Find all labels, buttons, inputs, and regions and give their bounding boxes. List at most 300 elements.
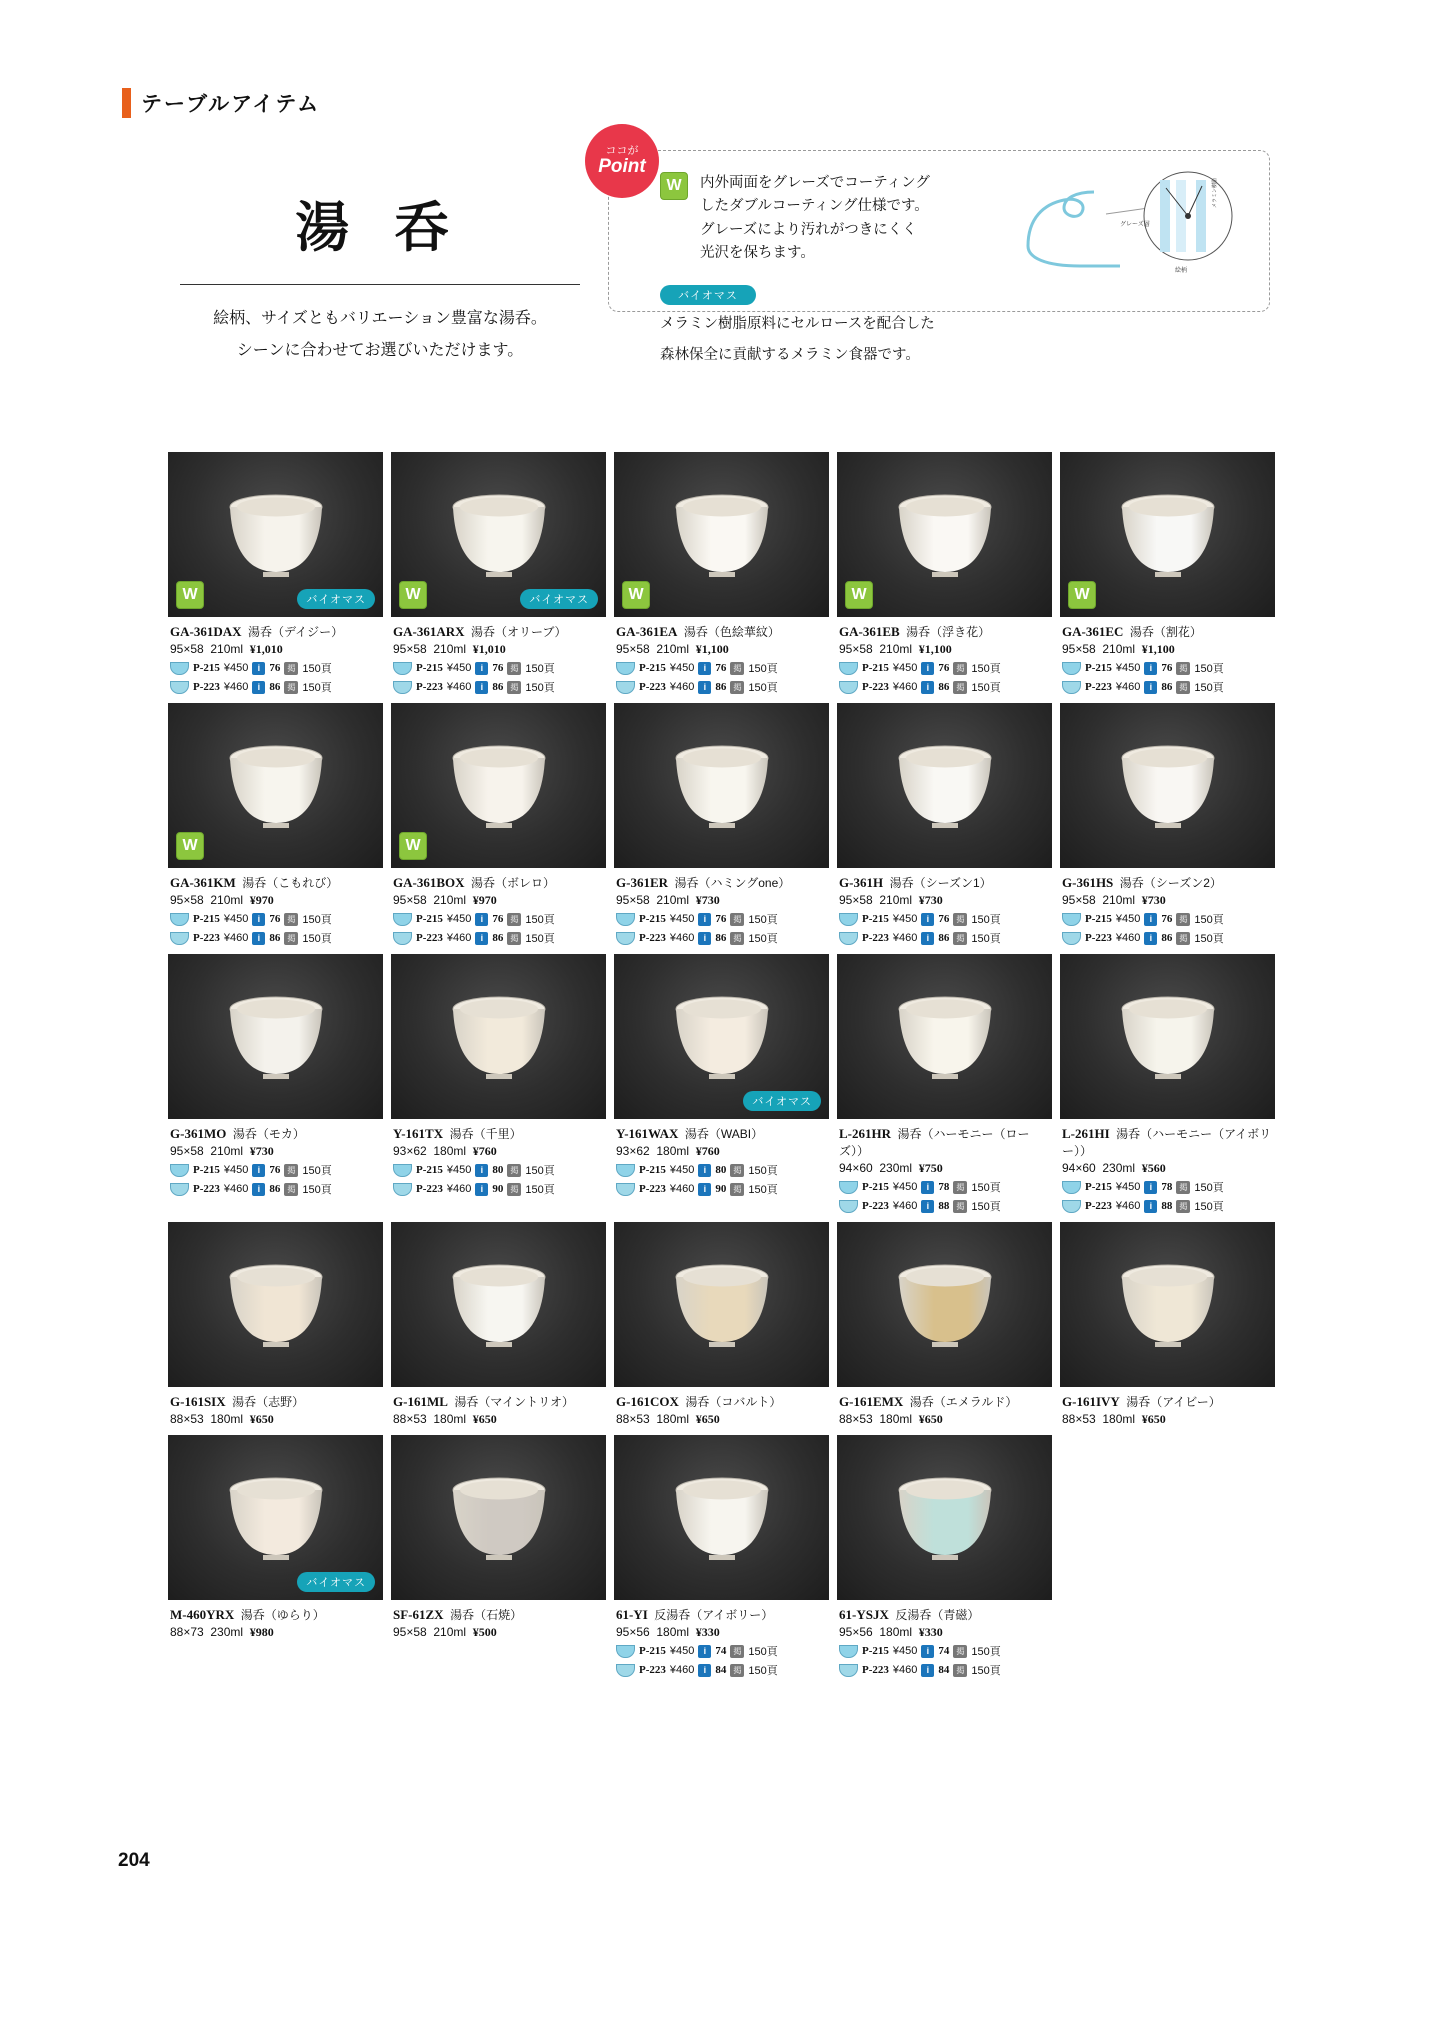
ref-number: 76 <box>269 913 281 925</box>
catalog-icon: 掲 <box>730 662 744 675</box>
lid-icon <box>616 1664 635 1677</box>
catalog-icon: 掲 <box>507 662 521 675</box>
ref-page: P-215 <box>416 913 443 925</box>
category-header <box>122 88 320 118</box>
w-badge-icon: W <box>1068 581 1096 609</box>
ref-number: 76 <box>938 913 950 925</box>
ref-catalog-page: 150頁 <box>1194 1182 1224 1194</box>
w-badge-icon: W <box>399 581 427 609</box>
catalog-icon: 掲 <box>1176 1181 1190 1194</box>
product-code: GA-361BOX 湯呑（ボレロ） <box>393 875 556 890</box>
point-badge-small: ココが <box>605 144 639 157</box>
info-icon: i <box>698 1664 711 1677</box>
info-icon: i <box>252 1164 265 1177</box>
product-name: 湯呑（割花） <box>1129 625 1202 639</box>
product-price: ¥730 <box>918 893 943 907</box>
ref-number: 86 <box>269 681 281 693</box>
info-icon: i <box>475 681 488 694</box>
product-code: G-161IVY 湯呑（アイビー） <box>1062 1394 1221 1409</box>
product-card[interactable] <box>614 954 829 1214</box>
lid-icon <box>170 1183 189 1196</box>
lid-icon <box>839 932 858 945</box>
lid-icon <box>1062 1200 1081 1213</box>
product-card[interactable] <box>837 452 1052 695</box>
ref-price: ¥460 <box>1115 1200 1141 1212</box>
catalog-icon: 掲 <box>1176 681 1190 694</box>
ref-price: ¥460 <box>223 681 249 693</box>
ref-price: ¥460 <box>1115 932 1141 944</box>
product-card[interactable] <box>391 1435 606 1678</box>
ref-number: 76 <box>492 913 504 925</box>
biomass-badge-icon: バイオマス <box>297 1572 375 1592</box>
title-divider <box>180 284 580 285</box>
product-name: 湯呑（オリーブ） <box>471 625 567 639</box>
product-ref-row <box>1062 679 1273 695</box>
product-code: G-161EMX 湯呑（エメラルド） <box>839 1394 1018 1409</box>
info-icon: i <box>698 662 711 675</box>
product-card[interactable] <box>391 703 606 946</box>
catalog-icon: 掲 <box>284 913 298 926</box>
product-info <box>837 617 1052 695</box>
lid-icon <box>170 662 189 675</box>
lid-icon <box>839 913 858 926</box>
lid-icon <box>616 932 635 945</box>
lid-icon <box>839 1181 858 1194</box>
product-name: 湯呑（エメラルド） <box>909 1395 1018 1409</box>
product-info <box>614 868 829 946</box>
catalog-icon: 掲 <box>730 1664 744 1677</box>
ref-price: ¥460 <box>669 932 695 944</box>
ref-price: ¥460 <box>223 932 249 944</box>
catalog-icon: 掲 <box>1176 913 1190 926</box>
product-code: G-161SIX 湯呑（志野） <box>170 1394 305 1409</box>
catalog-icon: 掲 <box>507 1164 521 1177</box>
product-spec: 95×58 210ml ¥1,010 <box>393 642 506 656</box>
ref-price: ¥450 <box>1115 662 1141 674</box>
product-card[interactable] <box>1060 703 1275 946</box>
ref-page: P-215 <box>193 913 220 925</box>
info-icon: i <box>921 932 934 945</box>
lid-icon <box>839 1645 858 1658</box>
ref-price: ¥460 <box>892 1200 918 1212</box>
lid-icon <box>1062 1181 1081 1194</box>
ref-price: ¥460 <box>446 1183 472 1195</box>
product-photo[interactable] <box>614 1435 829 1600</box>
product-info <box>391 1600 606 1640</box>
product-spec: 95×58 210ml ¥730 <box>1062 893 1166 907</box>
product-card[interactable] <box>837 1222 1052 1427</box>
ref-price: ¥450 <box>669 1164 695 1176</box>
product-ref-row <box>393 660 604 676</box>
catalog-icon: 掲 <box>507 681 521 694</box>
product-ref-row <box>616 911 827 927</box>
product-info <box>168 1387 383 1427</box>
product-photo[interactable] <box>168 1222 383 1387</box>
ref-page: P-223 <box>862 1664 889 1676</box>
product-code: 61-YSJX 反湯呑（青磁） <box>839 1607 980 1622</box>
ref-number: 86 <box>938 932 950 944</box>
ref-catalog-page: 150頁 <box>302 1184 332 1196</box>
product-card[interactable] <box>391 452 606 695</box>
product-ref-row <box>839 679 1050 695</box>
product-photo[interactable] <box>1060 703 1275 868</box>
ref-price: ¥450 <box>669 662 695 674</box>
point-badge <box>585 124 659 198</box>
product-card[interactable] <box>168 452 383 695</box>
coating-diagram <box>1020 168 1250 278</box>
ref-price: ¥460 <box>892 1664 918 1676</box>
product-ref-row <box>393 679 604 695</box>
ref-page: P-223 <box>416 681 443 693</box>
product-photo[interactable] <box>391 1435 606 1600</box>
point-biomass-section <box>660 285 935 368</box>
ref-catalog-page: 150頁 <box>1194 933 1224 945</box>
product-card[interactable] <box>391 1222 606 1427</box>
catalog-icon: 掲 <box>730 913 744 926</box>
ref-page: P-215 <box>862 913 889 925</box>
product-info <box>614 1387 829 1427</box>
product-code: GA-361EC 湯呑（割花） <box>1062 624 1202 639</box>
category-label: テーブルアイテム <box>141 93 321 116</box>
product-photo[interactable] <box>391 452 606 617</box>
product-ref-row <box>616 1162 827 1178</box>
info-icon: i <box>921 1645 934 1658</box>
ref-number: 78 <box>1161 1181 1173 1193</box>
ref-price: ¥450 <box>892 913 918 925</box>
product-ref-row <box>1062 1198 1273 1214</box>
product-photo[interactable] <box>837 452 1052 617</box>
info-icon: i <box>921 1200 934 1213</box>
ref-catalog-page: 150頁 <box>1194 682 1224 694</box>
ref-catalog-page: 150頁 <box>302 1165 332 1177</box>
info-icon: i <box>1144 913 1157 926</box>
ref-catalog-page: 150頁 <box>971 682 1001 694</box>
ref-price: ¥450 <box>669 913 695 925</box>
product-card[interactable] <box>1060 954 1275 1214</box>
product-photo[interactable] <box>1060 452 1275 617</box>
product-info <box>168 868 383 946</box>
ref-page: P-223 <box>862 1200 889 1212</box>
ref-catalog-page: 150頁 <box>1194 663 1224 675</box>
lid-icon <box>393 1164 412 1177</box>
lid-icon <box>393 662 412 675</box>
product-code: Y-161WAX 湯呑（WABI） <box>616 1126 764 1141</box>
ref-number: 76 <box>269 662 281 674</box>
info-icon: i <box>475 1183 488 1196</box>
info-icon: i <box>1144 1181 1157 1194</box>
ref-page: P-215 <box>862 1181 889 1193</box>
product-price: ¥980 <box>249 1625 274 1639</box>
product-photo[interactable] <box>837 703 1052 868</box>
lid-icon <box>393 932 412 945</box>
ref-catalog-page: 150頁 <box>971 1646 1001 1658</box>
ref-catalog-page: 150頁 <box>1194 1201 1224 1213</box>
product-spec: 95×56 180ml ¥330 <box>839 1625 943 1639</box>
lid-icon <box>616 681 635 694</box>
product-spec: 95×58 210ml ¥730 <box>839 893 943 907</box>
product-info <box>391 1119 606 1197</box>
product-code: G-361H 湯呑（シーズン1） <box>839 875 992 890</box>
catalog-icon: 掲 <box>507 932 521 945</box>
ref-page: P-215 <box>416 1164 443 1176</box>
product-photo[interactable] <box>837 1435 1052 1600</box>
product-name: 湯呑（シーズン1） <box>889 876 992 890</box>
product-ref-row <box>1062 911 1273 927</box>
product-ref-row <box>616 930 827 946</box>
product-info <box>391 868 606 946</box>
product-card[interactable] <box>168 954 383 1214</box>
product-photo[interactable] <box>837 1222 1052 1387</box>
product-name: 湯呑（志野） <box>232 1395 305 1409</box>
product-photo[interactable] <box>1060 954 1275 1119</box>
product-ref-row <box>170 660 381 676</box>
product-ref-row <box>839 1662 1050 1678</box>
ref-price: ¥450 <box>1115 1181 1141 1193</box>
product-info <box>614 1119 829 1197</box>
ref-number: 84 <box>715 1664 727 1676</box>
ref-catalog-page: 150頁 <box>525 682 555 694</box>
info-icon: i <box>1144 662 1157 675</box>
accent-bar <box>122 88 131 118</box>
lid-icon <box>1062 681 1081 694</box>
product-photo[interactable] <box>614 452 829 617</box>
lid-icon <box>1062 932 1081 945</box>
product-ref-row <box>170 1162 381 1178</box>
info-icon: i <box>1144 1200 1157 1213</box>
ref-number: 84 <box>938 1664 950 1676</box>
product-photo[interactable] <box>391 1222 606 1387</box>
ref-catalog-page: 150頁 <box>971 914 1001 926</box>
product-spec: 95×58 210ml ¥1,100 <box>616 642 729 656</box>
info-icon: i <box>698 1183 711 1196</box>
product-price: ¥650 <box>695 1412 720 1426</box>
product-ref-row <box>839 1198 1050 1214</box>
ref-price: ¥450 <box>446 913 472 925</box>
product-card[interactable] <box>614 452 829 695</box>
point-badge-big: Point <box>598 155 646 177</box>
product-spec: 93×62 180ml ¥760 <box>393 1144 497 1158</box>
ref-number: 88 <box>1161 1200 1173 1212</box>
ref-page: P-215 <box>862 1645 889 1657</box>
w-badge-icon: W <box>176 832 204 860</box>
page-subtitle-line1: 絵柄、サイズともバリエーション豊富な湯呑。 <box>213 310 547 327</box>
product-photo[interactable] <box>168 452 383 617</box>
info-icon: i <box>921 681 934 694</box>
biomass-badge-icon: バイオマス <box>297 589 375 609</box>
info-icon: i <box>475 662 488 675</box>
info-icon: i <box>252 681 265 694</box>
info-icon: i <box>252 662 265 675</box>
product-photo[interactable] <box>837 954 1052 1119</box>
ref-number: 90 <box>715 1183 727 1195</box>
product-card[interactable] <box>1060 452 1275 695</box>
lid-icon <box>616 1183 635 1196</box>
lid-icon <box>393 913 412 926</box>
ref-page: P-223 <box>639 1183 666 1195</box>
product-spec: 95×58 210ml ¥1,010 <box>170 642 283 656</box>
w-badge-icon: W <box>660 172 688 200</box>
product-code: GA-361ARX 湯呑（オリーブ） <box>393 624 567 639</box>
product-photo[interactable] <box>614 954 829 1119</box>
product-ref-row <box>616 1643 827 1659</box>
catalog-icon: 掲 <box>284 681 298 694</box>
product-name: 反湯呑（アイボリー） <box>654 1608 774 1622</box>
product-card[interactable] <box>1060 1222 1275 1427</box>
info-icon: i <box>698 1164 711 1177</box>
product-price: ¥1,100 <box>695 642 729 656</box>
product-code: M-460YRX 湯呑（ゆらり） <box>170 1607 325 1622</box>
product-info <box>837 1600 1052 1678</box>
product-card[interactable] <box>837 703 1052 946</box>
product-price: ¥730 <box>1141 893 1166 907</box>
product-price: ¥650 <box>918 1412 943 1426</box>
product-info <box>614 1600 829 1678</box>
product-ref-row <box>839 1179 1050 1195</box>
ref-page: P-223 <box>1085 932 1112 944</box>
product-info <box>168 1119 383 1197</box>
ref-page: P-223 <box>416 1183 443 1195</box>
product-card[interactable] <box>614 1435 829 1678</box>
product-price: ¥760 <box>472 1144 497 1158</box>
product-spec: 88×53 180ml ¥650 <box>170 1412 274 1426</box>
ref-page: P-223 <box>193 1183 220 1195</box>
catalog-icon: 掲 <box>730 932 744 945</box>
biomass-badge-icon: バイオマス <box>520 589 598 609</box>
product-card[interactable] <box>837 954 1052 1214</box>
info-icon: i <box>698 932 711 945</box>
catalog-icon: 掲 <box>953 1200 967 1213</box>
product-spec: 88×73 230ml ¥980 <box>170 1625 274 1639</box>
product-price: ¥970 <box>472 893 497 907</box>
w-badge-icon: W <box>622 581 650 609</box>
product-price: ¥970 <box>249 893 274 907</box>
lid-icon <box>616 662 635 675</box>
product-ref-row <box>616 660 827 676</box>
lid-icon <box>393 1183 412 1196</box>
product-code: L-261HR 湯呑（ハーモニー（ローズ）） <box>839 1126 1030 1158</box>
product-spec: 95×58 210ml ¥1,100 <box>839 642 952 656</box>
product-photo[interactable] <box>614 1222 829 1387</box>
product-code: GA-361EB 湯呑（浮き花） <box>839 624 991 639</box>
product-grid <box>168 452 1288 1686</box>
product-photo[interactable] <box>168 703 383 868</box>
info-icon: i <box>252 913 265 926</box>
product-name: 湯呑（ハーモニー（ローズ）） <box>839 1127 1030 1158</box>
ref-number: 86 <box>715 681 727 693</box>
catalog-icon: 掲 <box>284 932 298 945</box>
product-photo[interactable] <box>168 1435 383 1600</box>
product-name: 反湯呑（青磁） <box>895 1608 980 1622</box>
ref-catalog-page: 150頁 <box>748 682 778 694</box>
ref-page: P-223 <box>416 932 443 944</box>
ref-price: ¥450 <box>223 1164 249 1176</box>
product-spec: 88×53 180ml ¥650 <box>616 1412 720 1426</box>
catalog-icon: 掲 <box>730 1645 744 1658</box>
ref-page: P-223 <box>639 932 666 944</box>
ref-number: 76 <box>1161 913 1173 925</box>
product-photo[interactable] <box>391 703 606 868</box>
w-badge-icon: W <box>176 581 204 609</box>
product-price: ¥650 <box>249 1412 274 1426</box>
ref-price: ¥460 <box>223 1183 249 1195</box>
lid-icon <box>839 1200 858 1213</box>
catalog-icon: 掲 <box>1176 932 1190 945</box>
product-ref-row <box>616 679 827 695</box>
info-icon: i <box>698 681 711 694</box>
diagram-label-melamine: メラミン樹脂 <box>1212 177 1218 208</box>
product-ref-row <box>393 930 604 946</box>
catalog-icon: 掲 <box>1176 1200 1190 1213</box>
info-icon: i <box>698 913 711 926</box>
product-code: G-361ER 湯呑（ハミングone） <box>616 875 791 890</box>
product-card[interactable] <box>391 954 606 1214</box>
product-photo[interactable] <box>614 703 829 868</box>
product-info <box>837 1119 1052 1214</box>
catalog-icon: 掲 <box>953 681 967 694</box>
lid-icon <box>839 662 858 675</box>
info-icon: i <box>1144 681 1157 694</box>
catalog-icon: 掲 <box>507 913 521 926</box>
product-code: G-161COX 湯呑（コバルト） <box>616 1394 782 1409</box>
ref-page: P-223 <box>193 681 220 693</box>
product-name: 湯呑（モカ） <box>232 1127 305 1141</box>
point-coating-section <box>660 172 930 266</box>
product-info <box>837 1387 1052 1427</box>
product-price: ¥330 <box>695 1625 720 1639</box>
product-photo[interactable] <box>391 954 606 1119</box>
product-card[interactable] <box>614 1222 829 1427</box>
product-spec: 95×58 210ml ¥1,100 <box>1062 642 1175 656</box>
product-name: 湯呑（浮き花） <box>906 625 991 639</box>
product-card[interactable] <box>168 703 383 946</box>
ref-catalog-page: 150頁 <box>971 1201 1001 1213</box>
product-code: GA-361KM 湯呑（こもれび） <box>170 875 339 890</box>
lid-icon <box>616 1164 635 1177</box>
ref-number: 76 <box>492 662 504 674</box>
info-icon: i <box>698 1645 711 1658</box>
product-photo[interactable] <box>168 954 383 1119</box>
catalog-icon: 掲 <box>953 662 967 675</box>
ref-catalog-page: 150頁 <box>971 933 1001 945</box>
product-info <box>391 1387 606 1427</box>
product-price: ¥1,010 <box>249 642 283 656</box>
product-card[interactable] <box>837 1435 1052 1678</box>
ref-page: P-215 <box>639 913 666 925</box>
product-name: 湯呑（シーズン2） <box>1119 876 1222 890</box>
product-photo[interactable] <box>1060 1222 1275 1387</box>
product-price: ¥650 <box>1141 1412 1166 1426</box>
product-ref-row <box>393 1162 604 1178</box>
ref-catalog-page: 150頁 <box>1194 914 1224 926</box>
ref-page: P-215 <box>1085 913 1112 925</box>
lid-icon <box>170 932 189 945</box>
product-card[interactable] <box>168 1222 383 1427</box>
ref-page: P-215 <box>639 1164 666 1176</box>
product-code: G-361HS 湯呑（シーズン2） <box>1062 875 1222 890</box>
ref-page: P-223 <box>639 1664 666 1676</box>
ref-catalog-page: 150頁 <box>748 1646 778 1658</box>
product-spec: 95×58 210ml ¥970 <box>393 893 497 907</box>
ref-catalog-page: 150頁 <box>748 663 778 675</box>
product-info <box>391 617 606 695</box>
ref-catalog-page: 150頁 <box>748 1184 778 1196</box>
ref-price: ¥460 <box>446 932 472 944</box>
product-card[interactable] <box>168 1435 383 1678</box>
ref-price: ¥450 <box>446 1164 472 1176</box>
product-card[interactable] <box>614 703 829 946</box>
product-name: 湯呑（ハーモニー（アイボリー）） <box>1062 1127 1272 1158</box>
lid-icon <box>1062 913 1081 926</box>
